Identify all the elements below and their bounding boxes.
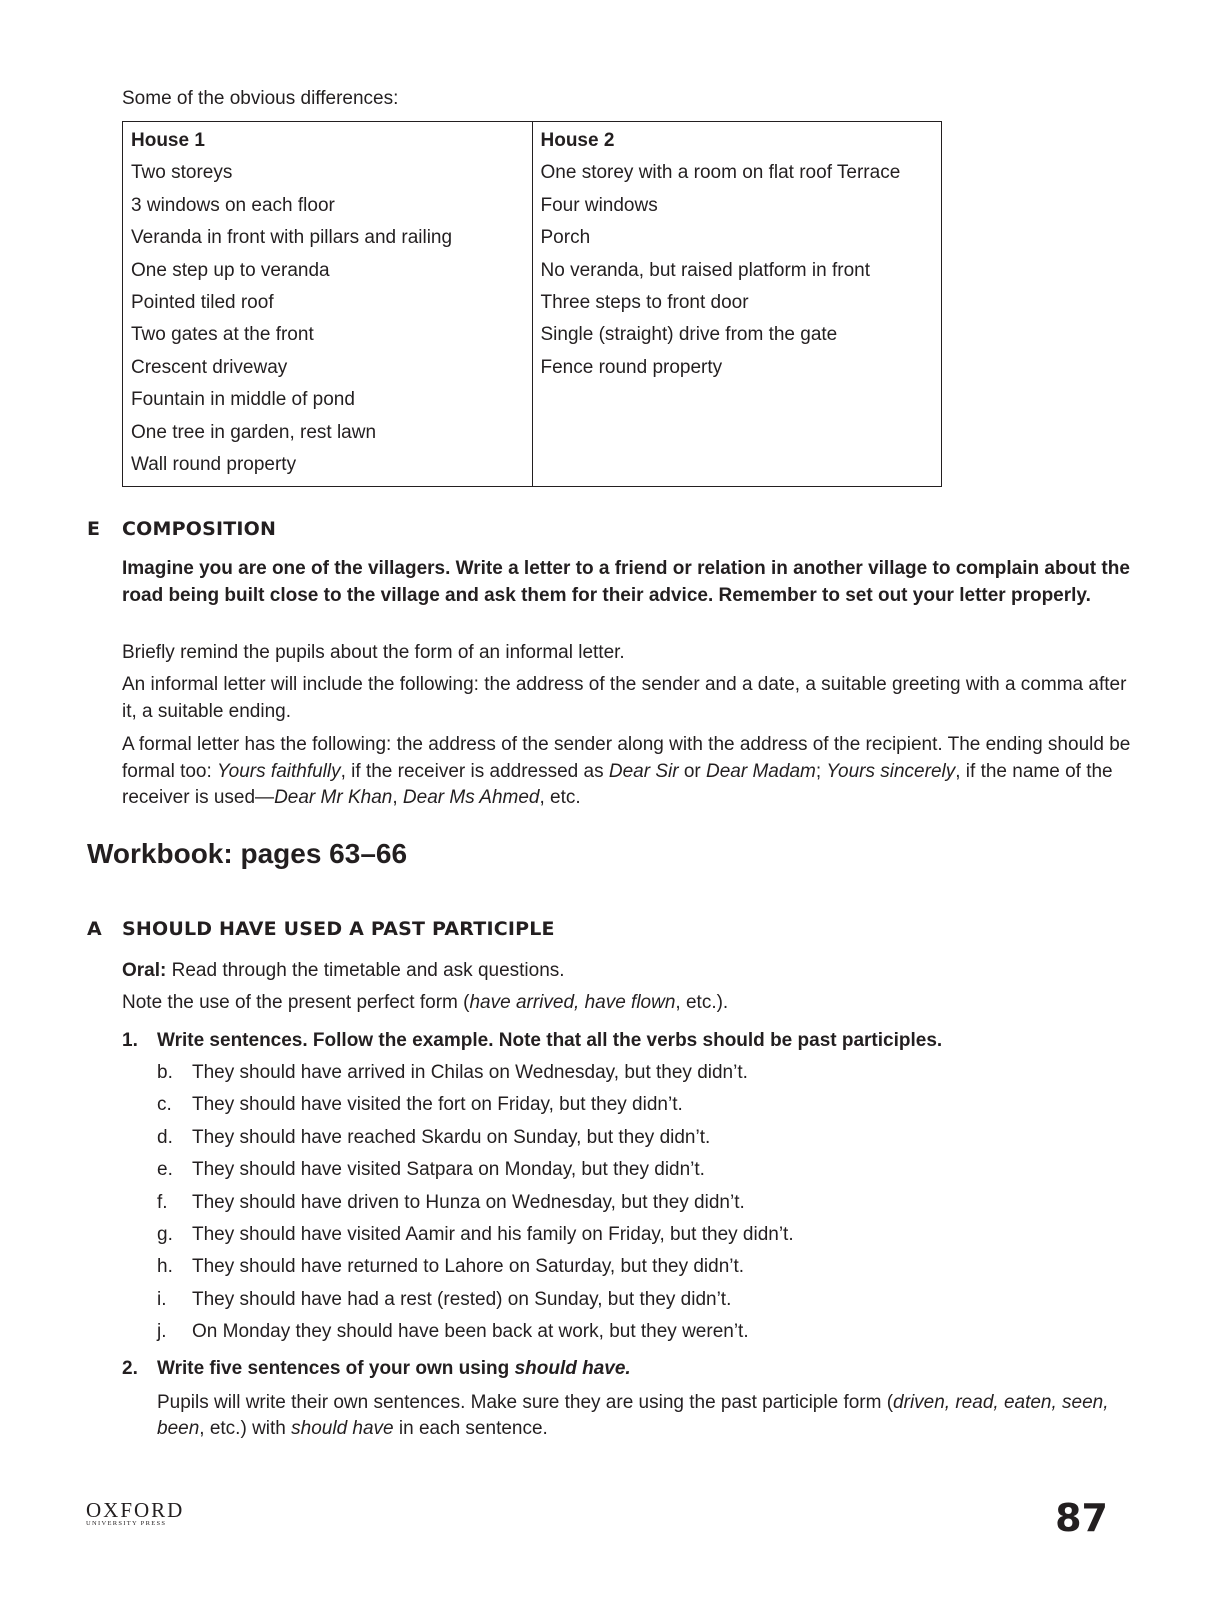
question-2: 2. Write five sentences of your own using should have. bbox=[122, 1358, 631, 1379]
house2-item: Porch bbox=[540, 227, 591, 249]
house1-item: Pointed tiled roof bbox=[131, 291, 274, 313]
house1-header: House 1 bbox=[131, 130, 205, 151]
composition-task: Imagine you are one of the villagers. Write a letter to a friend or relation in another village to complain about the road being built close to the village and ask them for their advice. Remember to set out your letter properly. bbox=[122, 558, 1130, 606]
oral-instruction: Oral: Read through the timetable and ask questions. bbox=[122, 960, 565, 981]
house2-item: Four windows bbox=[540, 194, 658, 216]
logo-sub: UNIVERSITY PRESS bbox=[86, 1520, 167, 1527]
list-item: i. They should have had a rest (rested) on Sunday, but they didn’t. bbox=[157, 1288, 732, 1310]
list-item: g. They should have visited Aamir and his family on Friday, but they didn’t. bbox=[157, 1223, 794, 1245]
house2-item: Fence round property bbox=[540, 356, 723, 378]
house1-item: Wall round property bbox=[131, 453, 297, 475]
house1-item: Two gates at the front bbox=[131, 324, 314, 346]
composition-note: Briefly remind the pupils about the form of an informal letter. bbox=[122, 642, 625, 663]
section-title: COMPOSITION bbox=[122, 518, 277, 540]
list-item: d. They should have reached Skardu on Sunday, but they didn’t. bbox=[157, 1126, 711, 1148]
house2-item: Single (straight) drive from the gate bbox=[540, 324, 838, 346]
section-title: SHOULD HAVE USED A PAST PARTICIPLE bbox=[122, 918, 555, 940]
workbook-heading: Workbook: pages 63–66 bbox=[87, 838, 408, 869]
house1-item: Crescent driveway bbox=[131, 356, 288, 378]
informal-letter-note: An informal letter will include the following: the address of the sender and a date, a suitable greeting with a comma after it, a suitable ending. bbox=[122, 674, 1127, 722]
list-item: e. They should have visited Satpara on Monday, but they didn’t. bbox=[157, 1159, 705, 1181]
house1-item: One step up to veranda bbox=[131, 259, 330, 281]
house1-item: Veranda in front with pillars and railing bbox=[131, 227, 453, 249]
house2-item: Three steps to front door bbox=[540, 291, 749, 313]
list-item: b. They should have arrived in Chilas on Wednesday, but they didn’t. bbox=[157, 1062, 748, 1083]
house1-item: 3 windows on each floor bbox=[131, 194, 335, 216]
house2-column bbox=[532, 122, 942, 487]
formal-letter-note: A formal letter has the following: the address of the sender along with the address of the recipient. The ending should be formal too: Yours faithfully, if the receiver is addressed as Dear Sir or Dear Madam; Yours sincerely, if the name of the receiver is used—Dear Mr Khan, Dear Ms Ahmed, etc. bbox=[122, 734, 1131, 808]
list-item: j. On Monday they should have been back at work, but they weren’t. bbox=[157, 1321, 749, 1343]
section-e-heading bbox=[87, 518, 277, 540]
house2-header: House 2 bbox=[540, 130, 615, 151]
section-letter: E bbox=[87, 518, 101, 540]
section-letter: A bbox=[87, 918, 102, 940]
list-item: c. They should have visited the fort on Friday, but they didn’t. bbox=[157, 1094, 683, 1116]
question-1: 1. Write sentences. Follow the example. Note that all the verbs should be past participles. bbox=[122, 1030, 943, 1051]
question-2-answer: Pupils will write their own sentences. Make sure they are using the past participle form (driven, read, eaten, seen, been, etc.) with should have in each sentence. bbox=[157, 1392, 1109, 1439]
list-item: h. They should have returned to Lahore on Saturday, but they didn’t. bbox=[157, 1256, 745, 1278]
house1-column bbox=[123, 122, 533, 487]
section-a-heading bbox=[87, 918, 555, 940]
intro-text: Some of the obvious differences: bbox=[122, 88, 399, 109]
oxford-logo bbox=[86, 1500, 184, 1528]
present-perfect-note: Note the use of the present perfect form (have arrived, have flown, etc.). bbox=[122, 992, 729, 1013]
logo-main: OXFORD bbox=[86, 1498, 185, 1522]
house2-item: No veranda, but raised platform in front bbox=[540, 259, 871, 281]
house2-item: One storey with a room on flat roof Terrace bbox=[540, 162, 901, 184]
house-differences-table bbox=[122, 121, 942, 487]
house1-item: Fountain in middle of pond bbox=[131, 389, 355, 411]
answer-list bbox=[157, 1062, 794, 1354]
list-item: f. They should have driven to Hunza on Wednesday, but they didn’t. bbox=[157, 1191, 745, 1213]
house1-item: One tree in garden, rest lawn bbox=[131, 421, 377, 443]
page-number: 87 bbox=[1055, 1496, 1108, 1540]
house1-item: Two storeys bbox=[131, 162, 233, 184]
